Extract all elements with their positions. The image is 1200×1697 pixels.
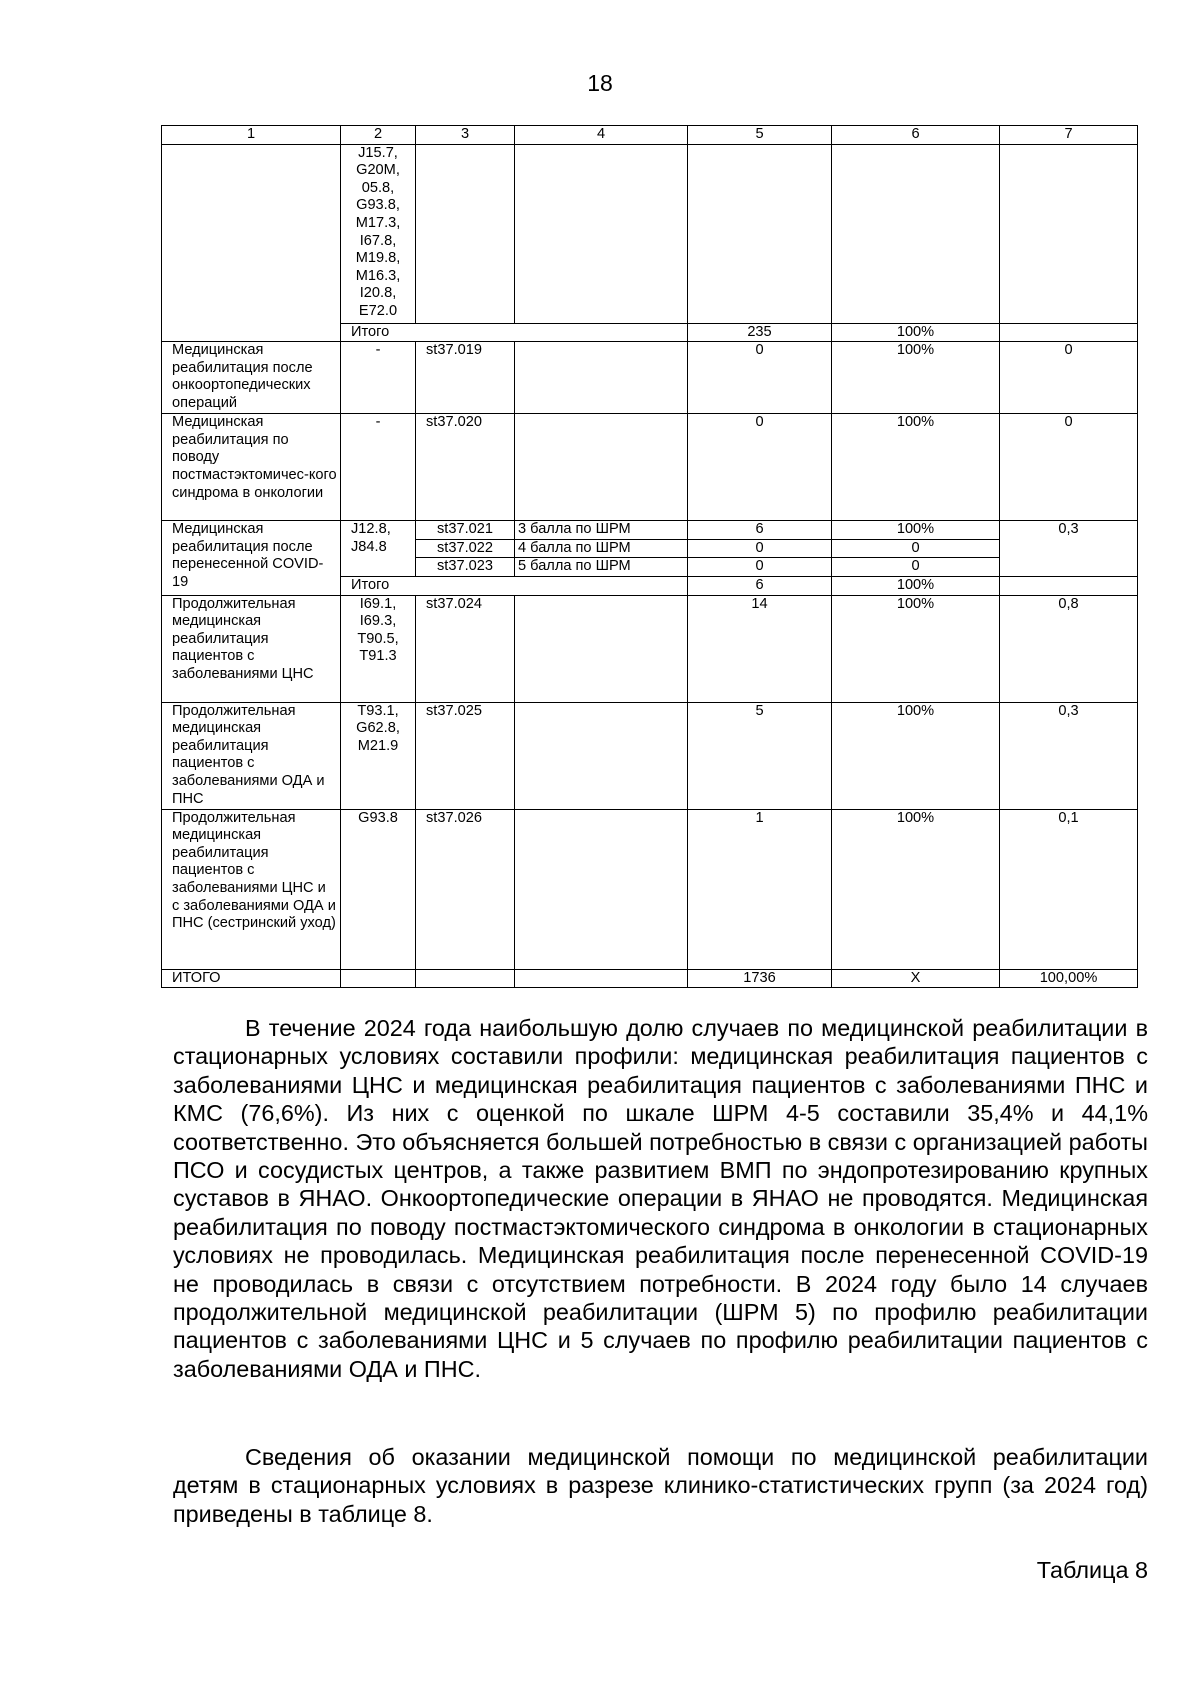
codes-cell: -	[341, 414, 416, 521]
count-cell: 0	[688, 558, 832, 577]
codes-cell: I69.1, I69.3, T90.5, T91.3	[341, 595, 416, 702]
count-cell: 6	[688, 576, 832, 595]
name-cell: Медицинская реабилитация после перенесенной COVID-19	[162, 521, 341, 595]
codes-cell: G93.8	[341, 809, 416, 969]
table-row	[162, 702, 1138, 809]
header-cell: 4	[515, 126, 688, 145]
weight-cell	[1000, 323, 1138, 342]
count-cell: 14	[688, 595, 832, 702]
share-cell: 100%	[832, 414, 1000, 521]
subtotal-label: Итого	[341, 323, 688, 342]
count-cell: 1736	[688, 969, 832, 988]
page-number: 18	[587, 70, 613, 96]
share-cell: 100%	[832, 595, 1000, 702]
weight-cell: 0,8	[1000, 595, 1138, 702]
criterion-cell	[515, 342, 688, 414]
criterion-cell	[515, 414, 688, 521]
count-cell: 0	[688, 539, 832, 558]
ksg-cell: st37.020	[416, 414, 515, 521]
weight-cell	[1000, 144, 1138, 323]
table-row	[162, 595, 1138, 702]
share-cell: 100%	[832, 702, 1000, 809]
header-cell: 3	[416, 126, 515, 145]
codes-cell	[341, 969, 416, 988]
paragraph-2	[173, 1443, 1148, 1528]
rehabilitation-table	[161, 125, 1138, 988]
total-label: ИТОГО	[162, 969, 341, 988]
weight-cell: 0,3	[1000, 521, 1138, 577]
header-cell: 2	[341, 126, 416, 145]
ksg-cell: st37.019	[416, 342, 515, 414]
ksg-cell	[416, 144, 515, 323]
codes-cell: J12.8, J84.8	[341, 521, 416, 577]
weight-cell	[1000, 576, 1138, 595]
table-row	[162, 521, 1138, 540]
share-cell: 100%	[832, 576, 1000, 595]
weight-cell: 0,3	[1000, 702, 1138, 809]
criterion-cell	[515, 809, 688, 969]
name-cell: Медицинская реабилитация по поводу постмастэктомичес-кого синдрома в онкологии	[162, 414, 341, 521]
weight-cell: 0,1	[1000, 809, 1138, 969]
count-cell	[688, 144, 832, 323]
name-cell: Медицинская реабилитация после онкоортопедических операций	[162, 342, 341, 414]
subtotal-label: Итого	[341, 576, 688, 595]
name-cell: Продолжительная медицинская реабилитация пациентов с заболеваниями ОДА и ПНС	[162, 702, 341, 809]
header-cell: 5	[688, 126, 832, 145]
ksg-cell: st37.026	[416, 809, 515, 969]
criterion-cell	[515, 702, 688, 809]
header-cell: 6	[832, 126, 1000, 145]
ksg-cell: st37.024	[416, 595, 515, 702]
table-row	[162, 342, 1138, 414]
share-cell	[832, 144, 1000, 323]
criterion-cell: 3 балла по ШРМ	[515, 521, 688, 540]
header-row	[162, 126, 1138, 145]
count-cell: 1	[688, 809, 832, 969]
criterion-cell: 4 балла по ШРМ	[515, 539, 688, 558]
header-cell: 7	[1000, 126, 1138, 145]
ksg-cell: st37.023	[416, 558, 515, 577]
criterion-cell	[515, 144, 688, 323]
share-cell: 100%	[832, 809, 1000, 969]
share-cell: 100%	[832, 323, 1000, 342]
share-cell: 100%	[832, 342, 1000, 414]
count-cell: 0	[688, 342, 832, 414]
criterion-cell	[515, 969, 688, 988]
paragraph-text: В течение 2024 года наибольшую долю случаев по медицинской реабилитации в стационарных условиях составили профили: медицинская реабилитация пациентов с заболеваниями ЦНС и медицинская реабилитация пациентов с заболеваниями ПНС и КМС (76,6%). Из них с оценкой по шкале ШРМ 4-5 составили 35,4% и 44,1% соответственно. Это объясняется большей потребностью в связи с организацией работы ПСО и сосудистых центров, а также развитием ВМП по эндопротезированию крупных суставов в ЯНАО. Онкоортопедические операции в ЯНАО не проводятся. Медицинская реабилитация по поводу постмастэктомического синдрома в онкологии в стационарных условиях не проводилась. Медицинская реабилитация после перенесенной COVID-19 не проводилась в связи с отсутствием потребности. В 2024 году было 14 случаев продолжительной медицинской реабилитации (ШРМ 5) по профилю реабилитации пациентов с заболеваниями ЦНС и 5 случаев по профилю реабилитации пациентов с заболеваниями ОДА и ПНС.	[173, 1015, 1148, 1382]
count-cell: 235	[688, 323, 832, 342]
table-caption: Таблица 8	[1036, 1557, 1148, 1583]
codes-cell: -	[341, 342, 416, 414]
codes-cell: J15.7, G20M, 05.8, G93.8, M17.3, I67.8, M19.8, M16.3, I20.8, E72.0	[341, 144, 416, 323]
count-cell: 6	[688, 521, 832, 540]
table-row	[162, 144, 1138, 323]
name-cell	[162, 144, 341, 342]
share-cell: 0	[832, 558, 1000, 577]
paragraph-text: Сведения об оказании медицинской помощи по медицинской реабилитации детям в стационарных условиях в разрезе клинико-статистических групп (за 2024 год) приведены в таблице 8.	[173, 1444, 1148, 1527]
ksg-cell: st37.025	[416, 702, 515, 809]
weight-cell: 0	[1000, 414, 1138, 521]
total-row	[162, 969, 1138, 988]
share-cell: 100%	[832, 521, 1000, 540]
count-cell: 5	[688, 702, 832, 809]
weight-cell: 100,00%	[1000, 969, 1138, 988]
header-cell: 1	[162, 126, 341, 145]
table-row	[162, 809, 1138, 969]
share-cell: 0	[832, 539, 1000, 558]
name-cell: Продолжительная медицинская реабилитация пациентов с заболеваниями ЦНС и с заболеваниями ОДА и ПНС (сестринский уход)	[162, 809, 341, 969]
count-cell: 0	[688, 414, 832, 521]
ksg-cell: st37.022	[416, 539, 515, 558]
name-cell: Продолжительная медицинская реабилитация пациентов с заболеваниями ЦНС	[162, 595, 341, 702]
share-cell: Х	[832, 969, 1000, 988]
codes-cell: T93.1, G62.8, M21.9	[341, 702, 416, 809]
criterion-cell	[515, 595, 688, 702]
table-row	[162, 414, 1138, 521]
weight-cell: 0	[1000, 342, 1138, 414]
criterion-cell: 5 балла по ШРМ	[515, 558, 688, 577]
ksg-cell: st37.021	[416, 521, 515, 540]
paragraph-1	[173, 1014, 1148, 1383]
ksg-cell	[416, 969, 515, 988]
